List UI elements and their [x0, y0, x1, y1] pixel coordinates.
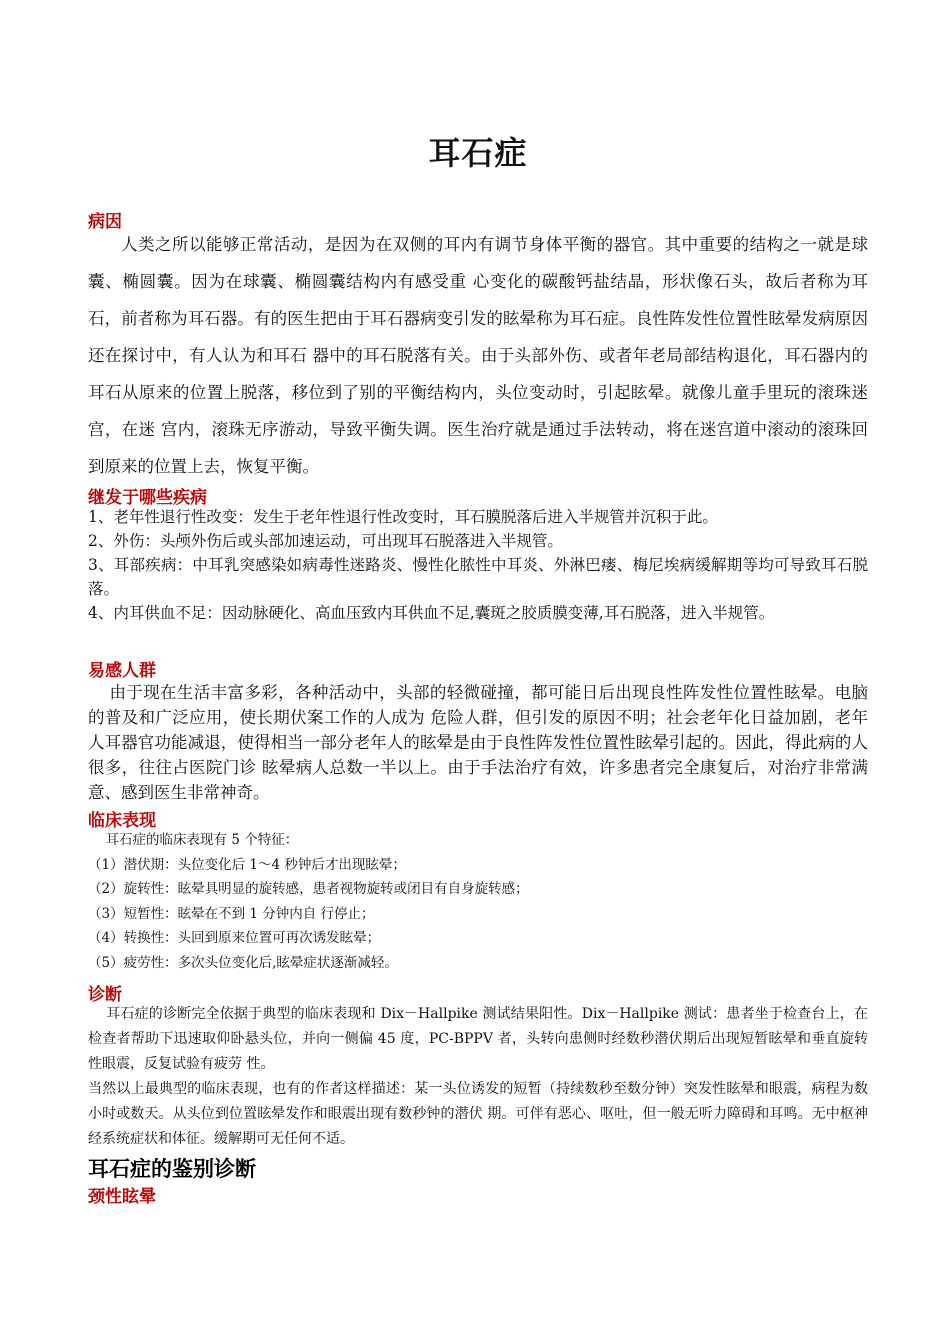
list-item: （1）潜伏期：头位变化后 1～4 秒钟后才出现眩晕；	[88, 856, 406, 873]
page-title: 耳石症	[428, 134, 528, 172]
heading-cervical-vertigo: 颈性眩晕	[88, 1187, 156, 1207]
clinical-intro: 耳石症的临床表现有 5 个特征：	[105, 832, 299, 848]
list-item: 3、耳部疾病：中耳乳突感染如病毒性迷路炎、慢性化脓性中耳炎、外淋巴瘘、梅尼埃病缓解期等均可导致耳石脱落。	[88, 556, 868, 598]
list-item: （5）疲劳性：多次头位变化后,眩晕症状逐渐减轻。	[88, 954, 398, 971]
list-item: 1、老年性退行性改变：发生于老年性退行性改变时，耳石膜脱落后进入半规管并沉积于此。	[88, 508, 718, 526]
list-item: （2）旋转性：眩晕具明显的旋转感，患者视物旋转或闭目有自身旋转感；	[88, 881, 529, 897]
diagnosis-body	[88, 1002, 868, 1152]
list-item: 4、内耳供血不足：因动脉硬化、高血压致内耳供血不足,囊斑之胶质膜变薄,耳石脱落，进入半规管。	[88, 604, 775, 622]
heading-cause: 病因	[88, 212, 122, 232]
list-item: 2、外伤：头颅外伤后或头部加速运动，可出现耳石脱落进入半规管。	[88, 532, 563, 550]
heading-susceptible-population: 易感人群	[88, 661, 156, 681]
susceptible-paragraph: 由于现在生活丰富多彩，各种活动中，头部的轻微碰撞，都可能日后出现良性阵发性位置性眩晕。电脑的普及和广泛应用，使长期伏案工作的人成为 危险人群，但引发的原因不明；社会老年化日益加剧，老年人耳器官功能减退，使得相当一部分老年人的眩晕是由于良性阵发性位置性眩晕引起的。因此，得此病的人很多，往往占医院门诊 眩晕病人总数一半以上。由于手法治疗有效，许多患者完全康复后，对治疗非常满意、感到医生非常神奇。	[88, 683, 868, 802]
list-item: （4）转换性：头回到原来位置可再次诱发眩晕；	[88, 930, 381, 946]
list-item: （3）短暂性：眩晕在不到 1 分钟内自 行停止；	[88, 905, 375, 922]
heading-differential-diagnosis: 耳石症的鉴别诊断	[88, 1157, 256, 1181]
cause-paragraph: 人类之所以能够正常活动，是因为在双侧的耳内有调节身体平衡的器官。其中重要的结构之一就是球囊、椭圆囊。因为在球囊、椭圆囊结构内有感受重 心变化的碳酸钙盐结晶，形状像石头，故后者称为耳石，前者称为耳石器。有的医生把由于耳石器病变引发的眩晕称为耳石症。良性阵发性位置性眩晕发病原因还在探讨中，有人认为和耳石 器中的耳石脱落有关。由于头部外伤、或者年老局部结构退化，耳石器内的耳石从原来的位置上脱落，移位到了别的平衡结构内，头位变动时，引起眩晕。就像儿童手里玩的滚珠迷宫，在迷 宫内，滚珠无序游动，导致平衡失调。医生治疗就是通过手法转动，将在迷宫道中滚动的滚珠回到原来的位置上去，恢复平衡。	[88, 235, 868, 476]
clinical-list	[88, 828, 868, 975]
heading-clinical-manifestations: 临床表现	[88, 811, 156, 831]
heading-secondary-diseases: 继发于哪些疾病	[88, 488, 207, 508]
diagnosis-paragraph-1: 耳石症的诊断完全依据于典型的临床表现和 Dix－Hallpike 测试结果阳性。Dix－Hallpike 测试：患者坐于检查台上，在检查者帮助下迅速取仰卧悬头位，并向一侧偏 45 度，PC-BPPV 者，头转向患侧时经数秒潜伏期后出现短暂眩晕和垂直旋转性眼震，反复试验有疲劳 性。	[88, 1006, 868, 1072]
heading-diagnosis: 诊断	[88, 985, 122, 1005]
secondary-diseases-list	[88, 505, 868, 625]
diagnosis-paragraph-2: 当然以上最典型的临床表现，也有的作者这样描述：某一头位诱发的短暂（持续数秒至数分钟）突发性眩晕和眼震，病程为数小时或数天。从头位到位置眩晕发作和眼震出现有数秒钟的潜伏 期。可伴有恶心、呕吐，但一般无听力障碍和耳鸣。无中枢神经系统症状和体征。缓解期可无任何不适。	[88, 1081, 868, 1147]
